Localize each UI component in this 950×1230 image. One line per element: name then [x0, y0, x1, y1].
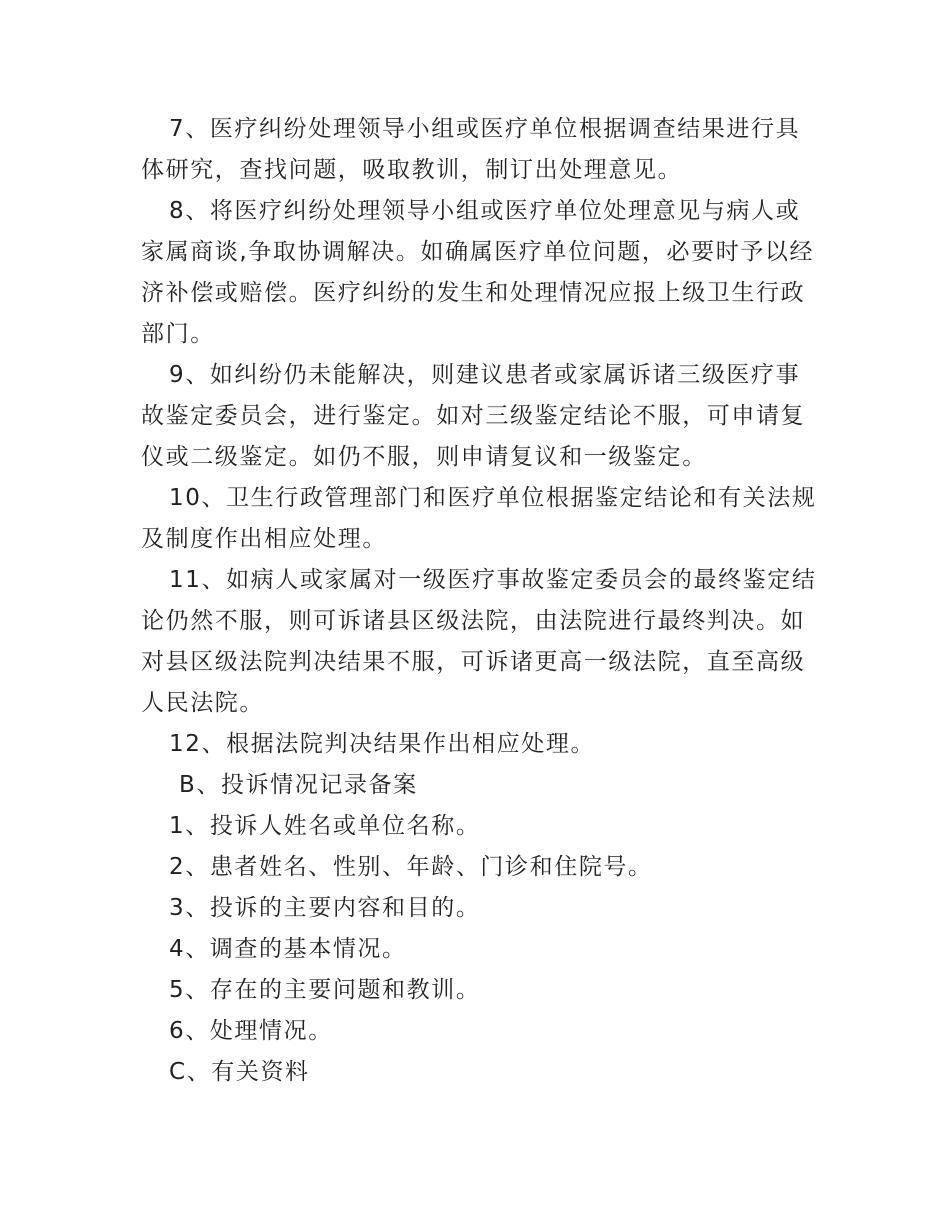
- record-item-3: 3、投诉的主要内容和目的。: [169, 895, 481, 921]
- paragraph-item-12: 12、根据法院判决结果作出相应处理。: [169, 731, 596, 757]
- section-heading-c: C、有关资料: [169, 1059, 310, 1085]
- record-item-2: 2、患者姓名、性别、年龄、门诊和住院号。: [169, 854, 653, 880]
- paragraph-item-8: 8、将医疗纠纷处理领导小组或医疗单位处理意见与病人或家属商谈,争取协调解决。如确属医疗单位问题，必要时予以经济补偿或赔偿。医疗纠纷的发生和处理情况应报上级卫生行政部门。: [141, 198, 815, 347]
- record-item-4: 4、调查的基本情况。: [169, 936, 407, 962]
- paragraph-item-11: 11、如病人或家属对一级医疗事故鉴定委员会的最终鉴定结论仍然不服，则可诉诸县区级法院，由法院进行最终判决。如对县区级法院判决结果不服，可诉诸更高一级法院，直至高级人民法院。: [141, 567, 817, 716]
- record-item-6: 6、处理情况。: [169, 1018, 333, 1044]
- record-item-5: 5、存在的主要问题和教训。: [169, 977, 481, 1003]
- paragraph-item-7: 7、医疗纠纷处理领导小组或医疗单位根据调查结果进行具体研究，查找问题，吸取教训，制订出处理意见。: [141, 116, 801, 183]
- paragraph-item-10: 10、卫生行政管理部门和医疗单位根据鉴定结论和有关法规及制度作出相应处理。: [141, 485, 817, 552]
- paragraph-item-9: 9、如纠纷仍未能解决，则建议患者或家属诉诸三级医疗事故鉴定委员会，进行鉴定。如对三级鉴定结论不服，可申请复仪或二级鉴定。如仍不服，则申请复议和一级鉴定。: [141, 362, 806, 470]
- record-item-1: 1、投诉人姓名或单位名称。: [169, 813, 481, 839]
- section-heading-b: B、投诉情况记录备案: [179, 772, 418, 798]
- document-body: [141, 109, 821, 1093]
